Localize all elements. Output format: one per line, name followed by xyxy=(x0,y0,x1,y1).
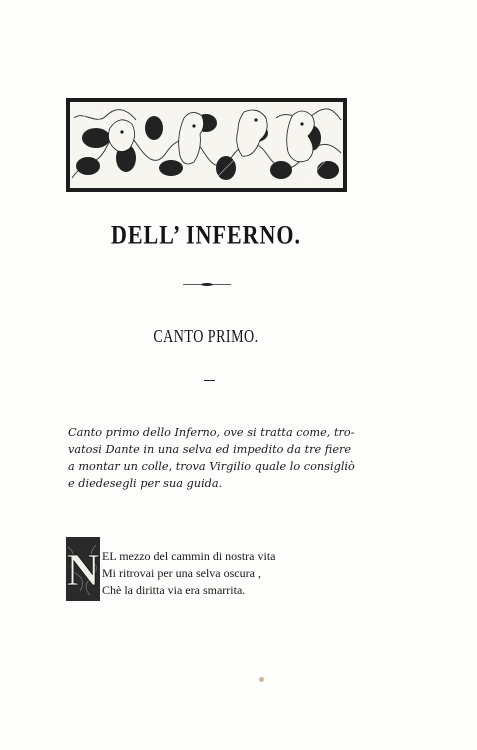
verse-line: Mi ritrovai per una selva oscura , xyxy=(102,566,261,580)
verse-tercet xyxy=(102,548,276,599)
argument-line: vatosi Dante in una selva ed impedito da tre fiere xyxy=(68,443,352,456)
verse-line: Chè la diritta via era smarrita. xyxy=(102,583,246,597)
decorative-headpiece-engraving xyxy=(66,98,347,192)
canto-heading: CANTO PRIMO. xyxy=(153,328,259,347)
divider-rule xyxy=(204,380,215,381)
illuminated-initial xyxy=(66,537,100,601)
argument-line: e diedesegli per sua guida. xyxy=(68,477,223,490)
argument-line: Canto primo dello Inferno, ove si tratta come, tro- xyxy=(68,426,355,439)
paper-stain xyxy=(259,677,264,682)
canto-argument xyxy=(68,424,368,492)
initial-letter: N xyxy=(66,544,100,595)
ornamental-rule xyxy=(183,283,231,286)
argument-line: a montar un colle, trova Virgilio quale lo consigliò xyxy=(68,460,355,473)
page-title: DELL’ INFERNO. xyxy=(110,219,302,250)
verse-line: EL mezzo del cammin di nostra vita xyxy=(102,549,276,563)
